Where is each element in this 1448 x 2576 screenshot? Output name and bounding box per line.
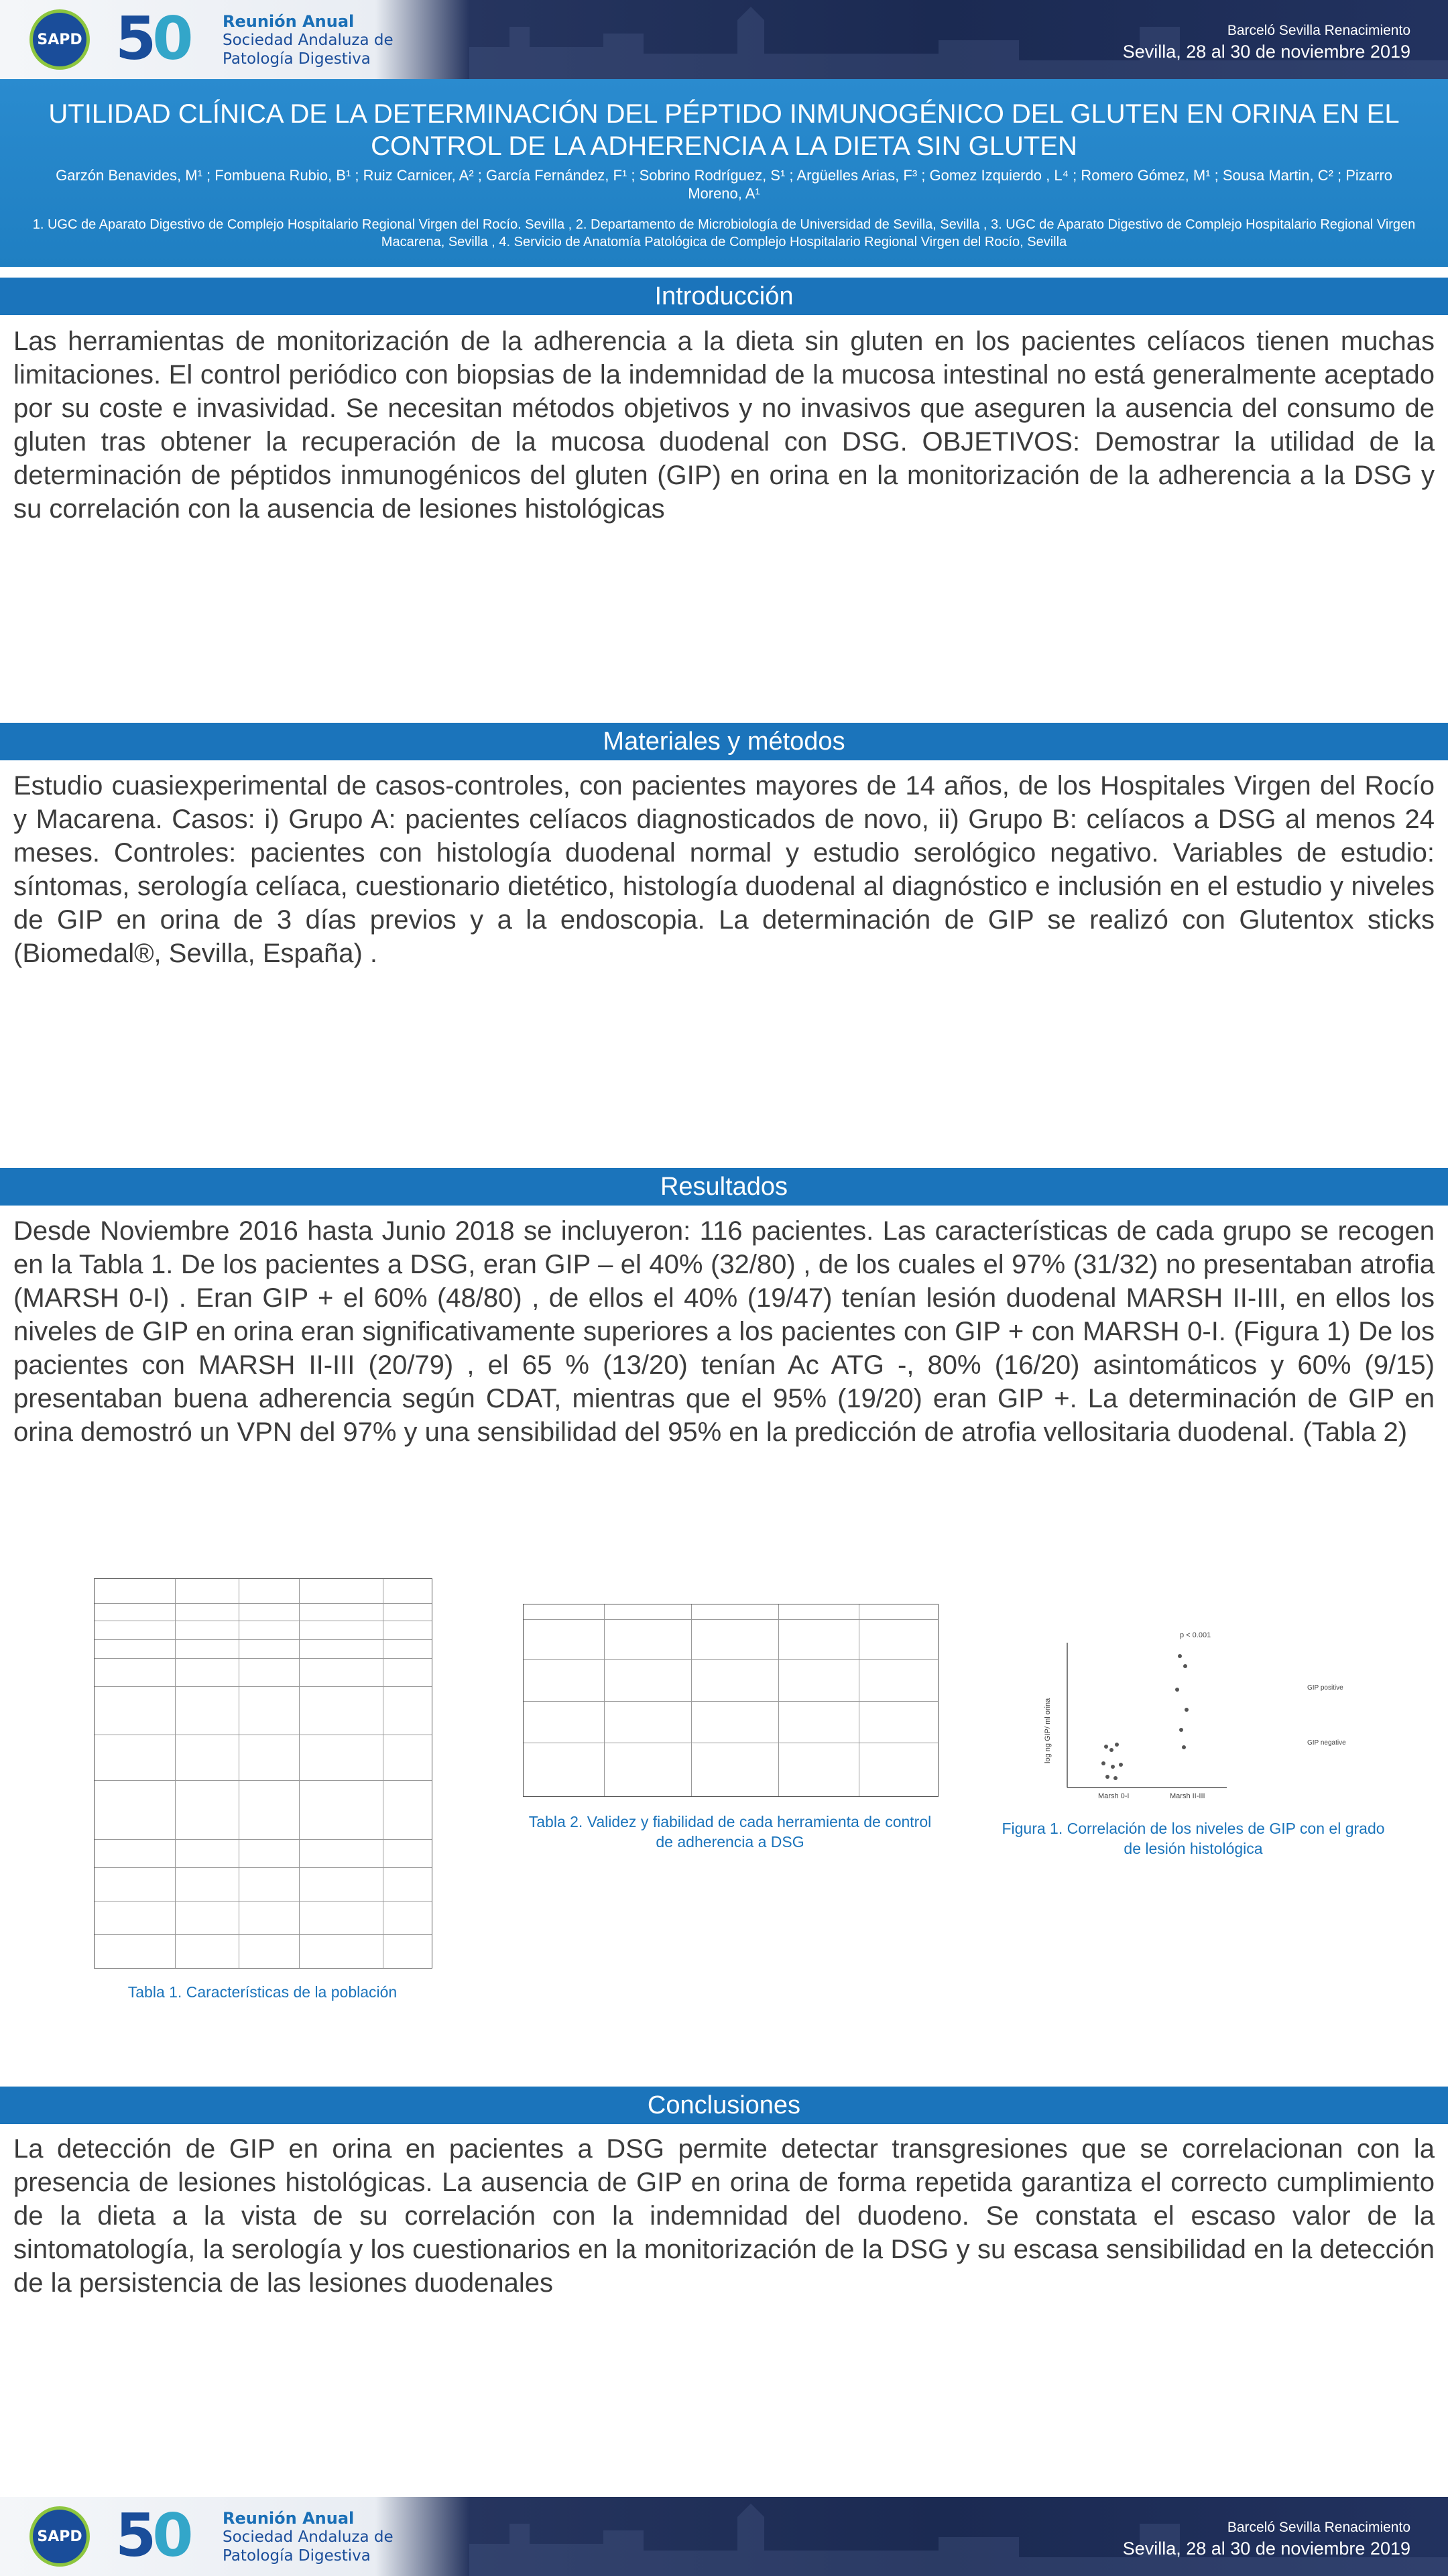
- society-line-1: Reunión Anual: [223, 12, 355, 31]
- title-block: [0, 79, 1448, 267]
- society-name: [223, 12, 394, 68]
- venue-info: [1123, 21, 1410, 63]
- section-text-conclusions: La detección de GIP en orina en pacientes a DSG permite detectar transgresiones que se correlacionan con la presencia de lesiones histológicas. La ausencia de GIP en orina de forma repetida garantiza el correcto cumplimiento de la dieta a la vista de su correlación con la indemnidad del duodeno. Se constata el escaso valor de la sintomatología, la serología y los cuestionarios en la monitorización de la DSG y su escasa sensibilidad en la detección de la persistencia de las lesiones duodenales: [13, 2134, 1435, 2298]
- table-2-image: [523, 1604, 939, 1797]
- table-2-caption: Tabla 2. Validez y fiabilidad de cada herramienta de control de adherencia a DSG: [528, 1813, 932, 1851]
- society-line-1: Reunión Anual: [223, 2509, 355, 2528]
- section-heading-methods: Materiales y métodos: [0, 723, 1448, 760]
- footer-banner: [0, 2497, 1448, 2576]
- venue-info: [1123, 2518, 1410, 2560]
- figure-1-pvalue: p < 0.001: [1180, 1631, 1211, 1639]
- figure-1-xlabel-1: Marsh 0-I: [1098, 1792, 1130, 1800]
- header-banner: [0, 0, 1448, 79]
- venue-dates: Sevilla, 28 al 30 de noviembre 2019: [1122, 2538, 1410, 2559]
- table-1-caption: Tabla 1. Características de la población: [127, 1983, 398, 2001]
- affiliations: 1. UGC de Aparato Digestivo de Complejo Hospitalario Regional Virgen del Rocío. Sevilla , 2. Departamento de Microbiología de Universidad de Sevilla, Sevilla , 3. UGC de Aparato Digestivo de Complejo Hospitalario Regional Virgen Macarena, Sevilla , 4. Servicio de Anatomía Patológica de Complejo Hospitalario Regional Virgen del Rocío, Sevilla: [32, 217, 1416, 249]
- section-heading-conclusions: Conclusiones: [0, 2087, 1448, 2124]
- anniversary-logo: 50: [115, 4, 190, 73]
- table-1-image: [94, 1578, 432, 1969]
- figure-1-ylabel: log ng GIP/ ml orina: [1044, 1698, 1052, 1763]
- figure-1-legend-negative: GIP negative: [1307, 1739, 1346, 1747]
- sapd-logo: SAPD: [29, 2506, 90, 2567]
- figure-1-legend-positive: GIP positive: [1307, 1684, 1343, 1692]
- anniversary-logo: 50: [115, 2501, 190, 2570]
- society-name: [223, 2509, 394, 2565]
- venue-name: Barceló Sevilla Renacimiento: [1227, 2520, 1410, 2535]
- venue-name: Barceló Sevilla Renacimiento: [1227, 23, 1410, 38]
- sapd-logo: SAPD: [29, 9, 90, 70]
- society-line-3: Patología Digestiva: [223, 2547, 371, 2565]
- figure-1-xlabel-2: Marsh II-III: [1170, 1792, 1205, 1800]
- section-text-methods: Estudio cuasiexperimental de casos-controles, con pacientes mayores de 14 años, de los Hospitales Virgen del Rocío y Macarena. Casos: i) Grupo A: pacientes celíacos diagnosticados de novo, ii) Grupo B: celíacos a DSG al menos 24 meses. Controles: pacientes con histología duodenal normal y estudio serológico negativo. Variables de estudio: síntomas, serología celíaca, cuestionario dietético, histología duodenal al diagnóstico e inclusión en el estudio y niveles de GIP en orina de 3 días previos y a la endoscopia. La determinación de GIP se realizó con Glutentox sticks (Biomedal®, Sevilla, España) .: [13, 771, 1435, 968]
- section-heading-results: Resultados: [0, 1168, 1448, 1206]
- author-list: Garzón Benavides, M¹ ; Fombuena Rubio, B¹ ; Ruiz Carnicer, A² ; García Fernández, F¹ ; Sobrino Rodríguez, S¹ ; Argüelles Arias, F³ ; Gomez Izquierdo , L⁴ ; Romero Gómez, M¹ ; Sousa Martin, C² ; Pizarro Moreno, A¹: [56, 167, 1392, 202]
- section-heading-intro: Introducción: [0, 278, 1448, 315]
- section-text-intro: Las herramientas de monitorización de la adherencia a la dieta sin gluten en los pacientes celíacos tienen muchas limitaciones. El control periódico con biopsias de la indemnidad de la mucosa intestinal no está generalmente aceptado por su coste e invasividad. Se necesitan métodos objetivos y no invasivos que aseguren la ausencia del consumo de gluten tras obtener la recuperación de la mucosa duodenal con DSG. OBJETIVOS: Demostrar la utilidad de la determinación de péptidos inmunogénicos del gluten (GIP) en orina en la monitorización de la adherencia a la DSG y su correlación con la ausencia de lesiones histológicas: [13, 327, 1435, 524]
- poster-title: UTILIDAD CLÍNICA DE LA DETERMINACIÓN DEL PÉPTIDO INMUNOGÉNICO DEL GLUTEN EN ORINA EN EL CONTROL DE LA ADHERENCIA A LA DIETA SIN GLUTEN: [48, 99, 1400, 161]
- society-line-2: Sociedad Andaluza de: [223, 2528, 394, 2546]
- figure-1-scatter: [1026, 1629, 1401, 1812]
- venue-dates: Sevilla, 28 al 30 de noviembre 2019: [1122, 42, 1410, 62]
- society-line-2: Sociedad Andaluza de: [223, 32, 394, 49]
- society-line-3: Patología Digestiva: [223, 50, 371, 68]
- section-text-results: Desde Noviembre 2016 hasta Junio 2018 se incluyeron: 116 pacientes. Las características de cada grupo se recogen en la Tabla 1. De los pacientes a DSG, eran GIP – el 40% (32/80) , de los cuales el 97% (31/32) no presentaban atrofia (MARSH 0-I) . Eran GIP + el 60% (48/80) , de ellos el 40% (19/47) tenían lesión duodenal MARSH II-III, en ellos los niveles de GIP en orina eran significativamente superiores a los pacientes con GIP + con MARSH 0-I. (Figura 1) De los pacientes con MARSH II-III (20/79) , el 65 % (13/20) tenían Ac ATG -, 80% (16/20) asintomáticos y 60% (9/15) presentaban buena adherencia según CDAT, mientras que el 95% (19/20) eran GIP +. La determinación de GIP en orina demostró un VPN del 97% y una sensibilidad del 95% en la predicción de atrofia vellositaria duodenal. (Tabla 2): [13, 1216, 1435, 1447]
- figure-1-caption: Figura 1. Correlación de los niveles de GIP con el grado de lesión histológica: [1002, 1820, 1385, 1857]
